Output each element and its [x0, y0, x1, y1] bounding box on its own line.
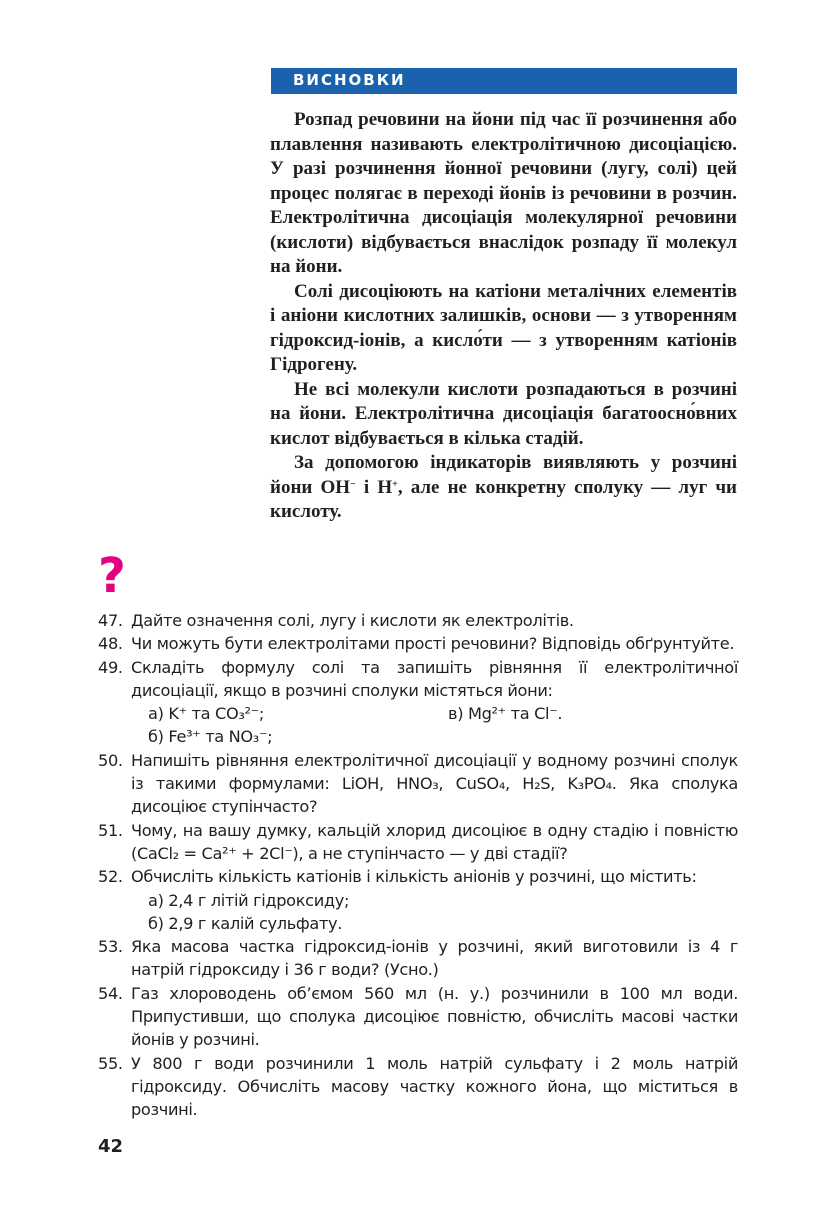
summary-text [270, 108, 737, 525]
summary-paragraph-1: Розпад речовини на йони під час її розчинення або плавлення називають електролітичною дисоціацією. У разі розчинення йонної речовини (лугу, солі) цей процес полягає в переході йонів із речовини в розчин. Електролітична дисоціація молекулярної речовини (кислоти) відбувається внаслідок розпаду її молекул на йони. [270, 109, 737, 277]
question-48 [98, 632, 738, 655]
question-number: 48. [98, 634, 123, 654]
question-52-option-b: б) 2,9 г калій сульфату. [148, 913, 343, 933]
question-number: 50. [98, 750, 123, 770]
question-49 [98, 656, 738, 703]
summary-paragraph-2: Солі дисоціюють на катіони металічних елементів і аніони кислотних залишків, основи — з утворенням гідроксид-іонів, а кисло́ти — з утворенням катіонів Гідрогену. [270, 280, 737, 375]
question-text: Чи можуть бути електролітами прості речовини? Відповідь обґрунтуйте. [131, 634, 735, 654]
question-mark-icon: ? [98, 548, 126, 604]
question-55 [98, 1052, 738, 1122]
question-number: 54. [98, 983, 123, 1003]
question-54 [98, 982, 738, 1052]
question-number: 49. [98, 657, 123, 677]
question-49-options-row-1 [98, 702, 738, 725]
summary-paragraph-4: За допомогою індикаторів виявляють у розчині йони OH− і H+, але не конкретну сполуку — луг чи кислоту. [270, 452, 737, 522]
question-text: Напишіть рівняння електролітичної дисоціації у водному розчині сполук із такими формулами: LiOH, HNO₃, CuSO₄, H₂S, K₃PO₄. Яка сполука дисоціює ступінчасто? [131, 750, 738, 817]
question-text: Яка масова частка гідроксид-іонів у розчині, який виготовили із 4 г натрій гідроксиду і 36 г води? (Усно.) [131, 937, 738, 980]
option-a: а) K⁺ та CO₃²⁻; [148, 704, 264, 724]
option-b: б) Fe³⁺ та NO₃⁻; [148, 727, 273, 747]
question-text: Газ хлороводень об’ємом 560 мл (н. у.) розчинили в 100 мл води. Припустивши, що сполука дисоціює повністю, обчисліть масові частки йонів у розчині. [131, 983, 738, 1050]
question-52 [98, 865, 738, 888]
section-banner [271, 68, 737, 94]
question-number: 47. [98, 611, 123, 630]
question-text: Дайте означення солі, лугу і кислоти як електролітів. [131, 611, 574, 630]
section-title: ВИСНОВКИ [293, 71, 406, 89]
question-51 [98, 819, 738, 866]
question-text: Складіть формулу солі та запишіть рівняння її електролітичної дисоціації, якщо в розчині сполуки містяться йони: [131, 657, 738, 700]
option-v: в) Mg²⁺ та Cl⁻. [448, 704, 563, 724]
question-number: 55. [98, 1053, 123, 1073]
question-number: 52. [98, 867, 123, 887]
summary-paragraph-3: Не всі молекули кислоти розпадаються в розчині на йони. Електролітична дисоціація багатоосно́вних кислот відбувається в кілька стадій. [270, 378, 737, 449]
question-text: Чому, на вашу думку, кальцій хлорид дисоціює в одну стадію і повністю (CaCl₂ = Ca²⁺ + 2Cl⁻), а не ступінчасто — у дві стадії? [131, 820, 738, 863]
question-text: У 800 г води розчинили 1 моль натрій сульфату і 2 моль натрій гідроксиду. Обчисліть масову частку кожного йона, що міститься в розчині. [131, 1053, 738, 1120]
question-text: Обчисліть кількість катіонів і кількість аніонів у розчині, що містить: [131, 867, 697, 887]
question-number: 53. [98, 937, 123, 957]
page-number: 42 [98, 1136, 124, 1157]
question-52-option-a: а) 2,4 г літій гідроксиду; [148, 890, 350, 910]
question-47 [98, 609, 738, 632]
question-number: 51. [98, 820, 123, 840]
question-53 [98, 935, 738, 982]
questions-list [98, 609, 738, 1122]
question-50 [98, 749, 738, 819]
